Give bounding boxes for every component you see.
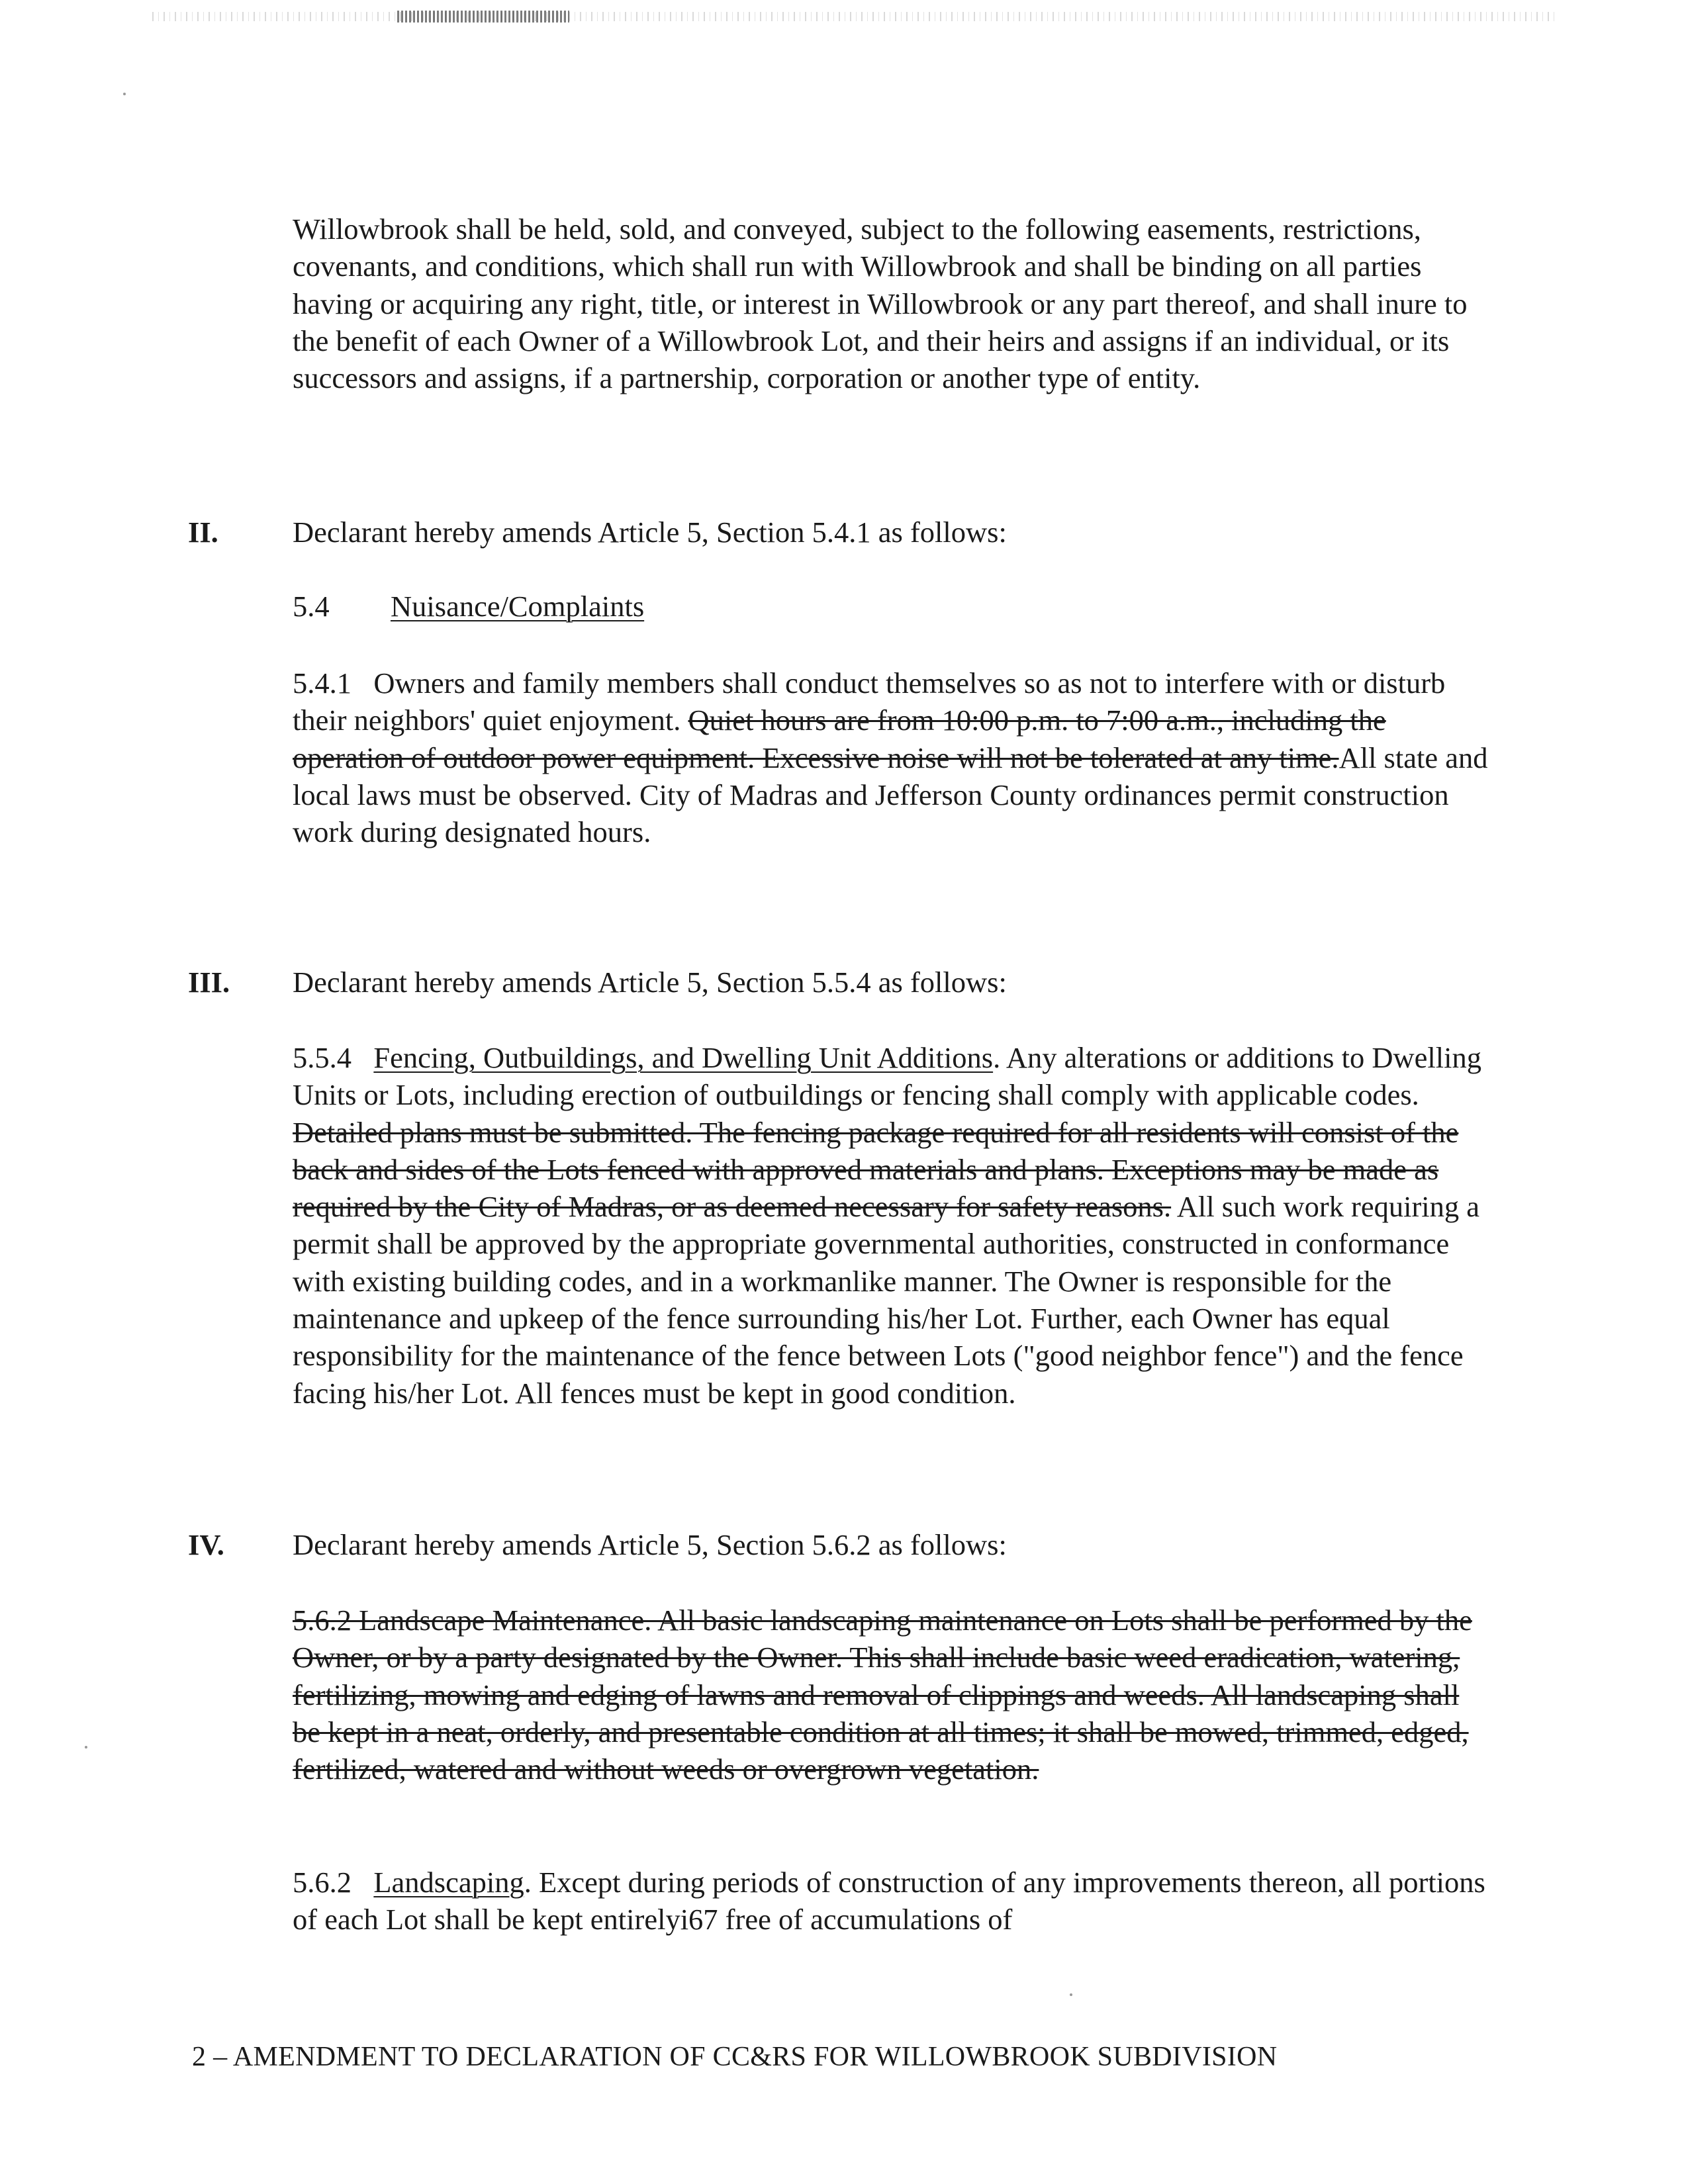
section-ii-intro: Declarant hereby amends Article 5, Section 5.4.1 as follows:: [293, 516, 1007, 549]
clause-text-continued: All state and local laws must be observed. City of Madras and Jefferson County ordinances permit construction work during designated hours.: [293, 741, 1488, 849]
scan-speck: [85, 1746, 87, 1749]
clause-number: 5.5.4: [293, 1041, 352, 1074]
clause-text-continued: All such work requiring a permit shall be approved by the appropriate governmental authorities, constructed in conformance with existing building codes, and in a workmanlike manner. The Owner is responsible for the maintenance and upkeep of the fence surrounding his/her Lot. Further, each Owner has equal responsibility for the maintenance of the fence between Lots ("good neighbor fence") and the fence facing his/her Lot. All fences must be kept in good condition.: [293, 1190, 1480, 1410]
scan-speck: [1070, 1993, 1072, 1996]
clause-text: . Any alterations or additions to Dwelling Units or Lots, including erection of outbuildings or fencing shall comply with applicable codes.: [293, 1041, 1481, 1112]
struck-paragraph-5-6-2: 5.6.2 Landscape Maintenance. All basic landscaping maintenance on Lots shall be performed by the Owner, or by a party designated by the Owner. This shall include basic weed eradication, watering, fertilizing, mowing and edging of lawns and removal of clippings and weeds. All landscaping shall be kept in a neat, orderly, and presentable condition at all times; it shall be mowed, trimmed, edged, fertilized, watered and without weeds or overgrown vegetation.: [293, 1604, 1472, 1786]
clause-title: Fencing, Outbuildings, and Dwelling Unit Additions: [373, 1041, 994, 1074]
section-numeral-iii: III.: [188, 966, 230, 999]
scan-speck: [123, 93, 126, 95]
section-numeral-iv: IV.: [188, 1528, 224, 1561]
section-iii-intro: Declarant hereby amends Article 5, Section 5.5.4 as follows:: [293, 966, 1007, 999]
clause-number: 5.6.2: [293, 1866, 352, 1899]
clause-title: Landscaping: [373, 1866, 524, 1899]
intro-paragraph: Willowbrook shall be held, sold, and conveyed, subject to the following easements, restrictions, covenants, and conditions, which shall run with Willowbrook and shall be binding on all parties having or acquiring any right, title, or interest in Willowbrook or any part thereof, and shall inure to the benefit of each Owner of a Willowbrook Lot, and their heirs and assigns if an individual, or its successors and assigns, if a partnership, corporation or another type of entity.: [293, 212, 1468, 395]
clause-text: . Except during periods of construction of any improvements thereon, all portions of each Lot shall be kept entirelyi67 free of accumulations of: [293, 1866, 1485, 1936]
scan-artifact-dark: [397, 11, 569, 23]
section-iv-intro: Declarant hereby amends Article 5, Section 5.6.2 as follows:: [293, 1528, 1007, 1561]
struck-text: Detailed plans must be submitted. The fencing package required for all residents will consist of the back and sides of the Lots fenced with approved materials and plans. Exceptions may be made as required by the City of Madras, or as deemed necessary for safety reasons.: [293, 1115, 1459, 1224]
scan-artifact: [152, 12, 1556, 21]
clause-number: 5.4.1: [293, 666, 352, 700]
section-5-6-2-paragraph: [293, 1864, 1491, 1938]
section-5-4-heading: [293, 588, 1491, 625]
section-5-4-1-paragraph: [293, 664, 1491, 850]
section-5-5-4-paragraph: [293, 1039, 1491, 1412]
struck-text: Quiet hours are from 10:00 p.m. to 7:00 a.m., including the operation of outdoor power equipment. Excessive noise will not be tolerated at any time.: [293, 704, 1386, 774]
section-numeral-ii: II.: [188, 516, 218, 549]
page-footer: 2 – AMENDMENT TO DECLARATION OF CC&RS FOR WILLOWBROOK SUBDIVISION: [192, 2042, 1278, 2072]
heading-title: Nuisance/Complaints: [391, 590, 645, 623]
heading-number: 5.4: [293, 590, 330, 623]
clause-text: Owners and family members shall conduct themselves so as not to interfere with or disturb their neighbors' quiet enjoyment.: [293, 666, 1446, 737]
